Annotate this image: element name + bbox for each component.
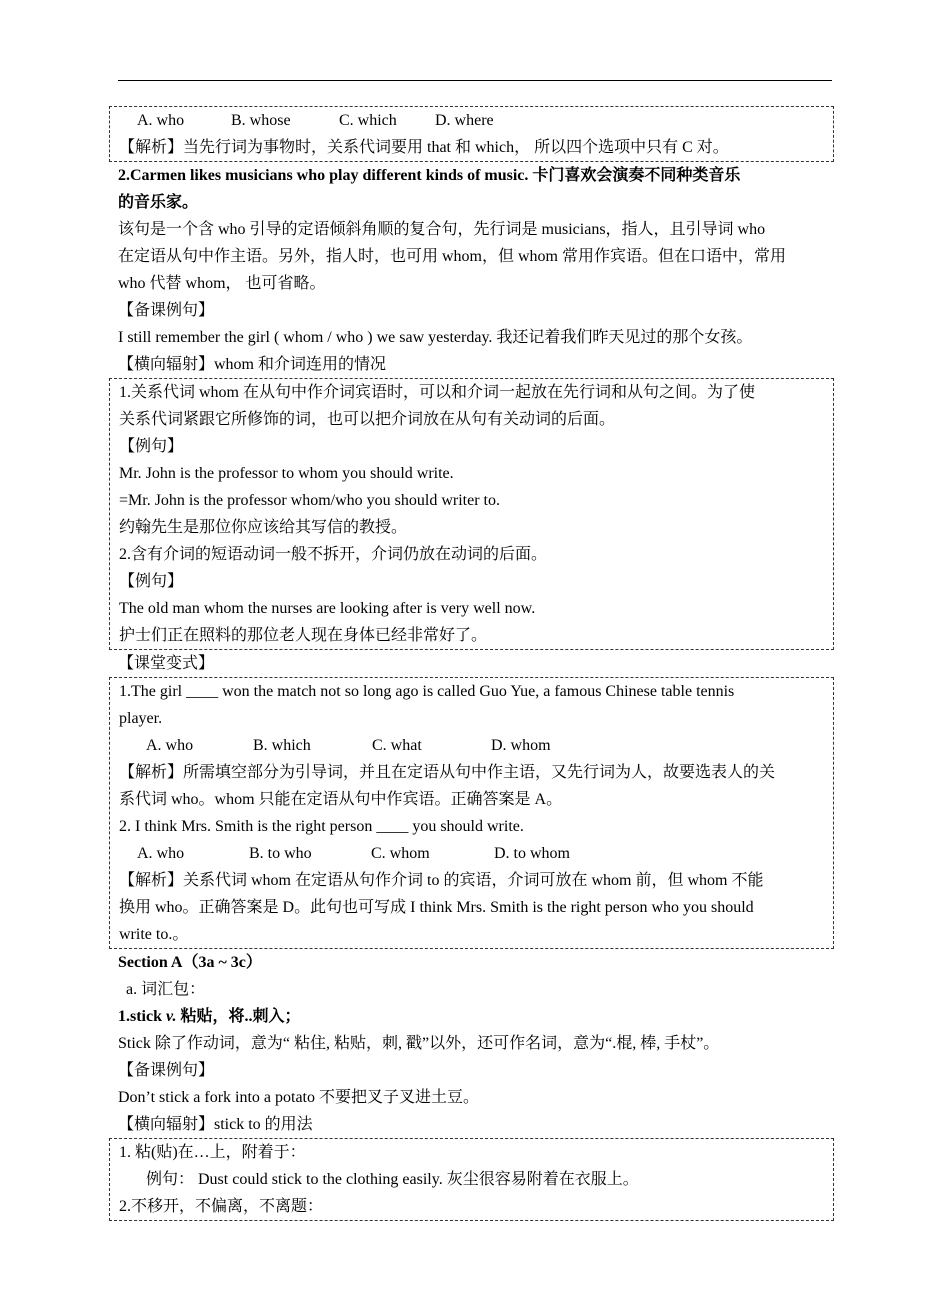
word-meaning: 粘贴，将..刺入；	[176, 1008, 301, 1025]
example-sentence: Don’t stick a fork into a potato 不要把叉子叉进土豆。	[118, 1089, 480, 1106]
example-heading: 【备课例句】	[118, 302, 215, 319]
usage-1: 1. 粘(贴)在…上，附着于：	[119, 1144, 306, 1161]
answer-1-line-1: 【解析】所需填空部分为引导词，并且在定语从句中作主语，又先行词为人，故要选表人的关	[119, 764, 776, 781]
word-part-of-speech: v.	[166, 1008, 177, 1025]
word-entry	[118, 1003, 832, 1030]
section-title: Section A（3a ~ 3c）	[118, 954, 262, 971]
class-variation-heading: 【课堂变式】	[118, 655, 215, 672]
usage-1-example: 例句： Dust could stick to the clothing easily. 灰尘很容易附着在衣服上。	[146, 1171, 639, 1188]
explanation-line-3: who 代替 whom， 也可省略。	[118, 275, 326, 292]
usage-box	[109, 1138, 834, 1221]
radiation-heading: 【横向辐射】whom 和介词连用的情况	[118, 356, 387, 373]
option-c: C. which	[339, 112, 397, 129]
vocab-heading: a. 词汇包：	[126, 981, 206, 998]
option-d: D. whom	[491, 737, 551, 754]
answer-1-line-2: 系代词 who。whom 只能在定语从句中作宾语。正确答案是 A。	[119, 791, 563, 808]
word-description: Stick 除了作动词，意为“ 粘住, 粘贴，刺, 戳”以外，还可作名词，意为“.棍, 棒, 手杖”。	[118, 1035, 720, 1052]
question-2-options	[119, 840, 831, 867]
question-1-line-1: 1.The girl ____ won the match not so long ago is called Guo Yue, a famous Chinese table tennis	[119, 683, 735, 700]
rule-2: 2.含有介词的短语动词一般不拆开，介词仍放在动词的后面。	[119, 546, 548, 563]
answer-box-1	[109, 106, 834, 162]
sentence-title-line-2: 的音乐家。	[118, 194, 199, 211]
example-sentence: I still remember the girl ( whom / who ) we saw yesterday. 我还记着我们昨天见过的那个女孩。	[118, 329, 753, 346]
option-d: D. where	[435, 112, 494, 129]
example-en-2: =Mr. John is the professor whom/who you should writer to.	[119, 492, 500, 509]
rule-1-line-2: 关系代词紧跟它所修饰的词，也可以把介词放在从句有关动词的后面。	[119, 411, 616, 428]
question-1-options	[119, 732, 831, 759]
example-label: 【例句】	[119, 573, 184, 590]
option-c: C. what	[372, 737, 422, 754]
option-b: B. to who	[249, 845, 312, 862]
example-zh: 约翰先生是那位你应该给其写信的教授。	[119, 519, 408, 536]
answer-2-line-1: 【解析】关系代词 whom 在定语从句作介词 to 的宾语，介词可放在 whom 前，但 whom 不能	[119, 872, 764, 889]
answer-2-line-3: write to.。	[119, 926, 189, 943]
options-row	[119, 107, 831, 134]
header-rule	[118, 80, 832, 81]
option-a: A. who	[137, 112, 185, 129]
rule-1-line-1: 1.关系代词 whom 在从句中作介词宾语时，可以和介词一起放在先行词和从句之间。为了使	[119, 384, 756, 401]
explanation-line-1: 该句是一个含 who 引导的定语倾斜角顺的复合句，先行词是 musicians，指人，且引导词 who	[118, 221, 766, 238]
option-b: B. which	[253, 737, 311, 754]
option-a: A. who	[146, 737, 194, 754]
usage-2: 2.不移开，不偏离，不离题：	[119, 1198, 324, 1215]
explanation-line-2: 在定语从句中作主语。另外，指人时，也可用 whom，但 whom 常用作宾语。但在口语中，常用	[118, 248, 787, 265]
option-c: C. whom	[371, 845, 430, 862]
exercise-box	[109, 677, 834, 949]
example-heading: 【备课例句】	[118, 1062, 215, 1079]
example-zh-2: 护士们正在照料的那位老人现在身体已经非常好了。	[119, 627, 488, 644]
document-body	[118, 106, 832, 1221]
example-en-3: The old man whom the nurses are looking after is very well now.	[119, 600, 536, 617]
option-a: A. who	[137, 845, 185, 862]
answer-2-line-2: 换用 who。正确答案是 D。此句也可写成 I think Mrs. Smith is the right person who you should	[119, 899, 754, 916]
grammar-box	[109, 378, 834, 650]
option-b: B. whose	[231, 112, 291, 129]
sentence-title-line-1: 2.Carmen likes musicians who play different kinds of music. 卡门喜欢会演奏不同种类音乐	[118, 167, 741, 184]
radiation-heading: 【横向辐射】stick to 的用法	[118, 1116, 313, 1133]
example-en-1: Mr. John is the professor to whom you should write.	[119, 465, 454, 482]
question-1-line-2: player.	[119, 710, 163, 727]
question-2: 2. I think Mrs. Smith is the right person ____ you should write.	[119, 818, 524, 835]
example-label: 【例句】	[119, 438, 184, 455]
word-number: 1.stick	[118, 1008, 166, 1025]
analysis-text: 【解析】当先行词为事物时，关系代词要用 that 和 which， 所以四个选项中只有 C 对。	[119, 139, 729, 156]
option-d: D. to whom	[494, 845, 570, 862]
